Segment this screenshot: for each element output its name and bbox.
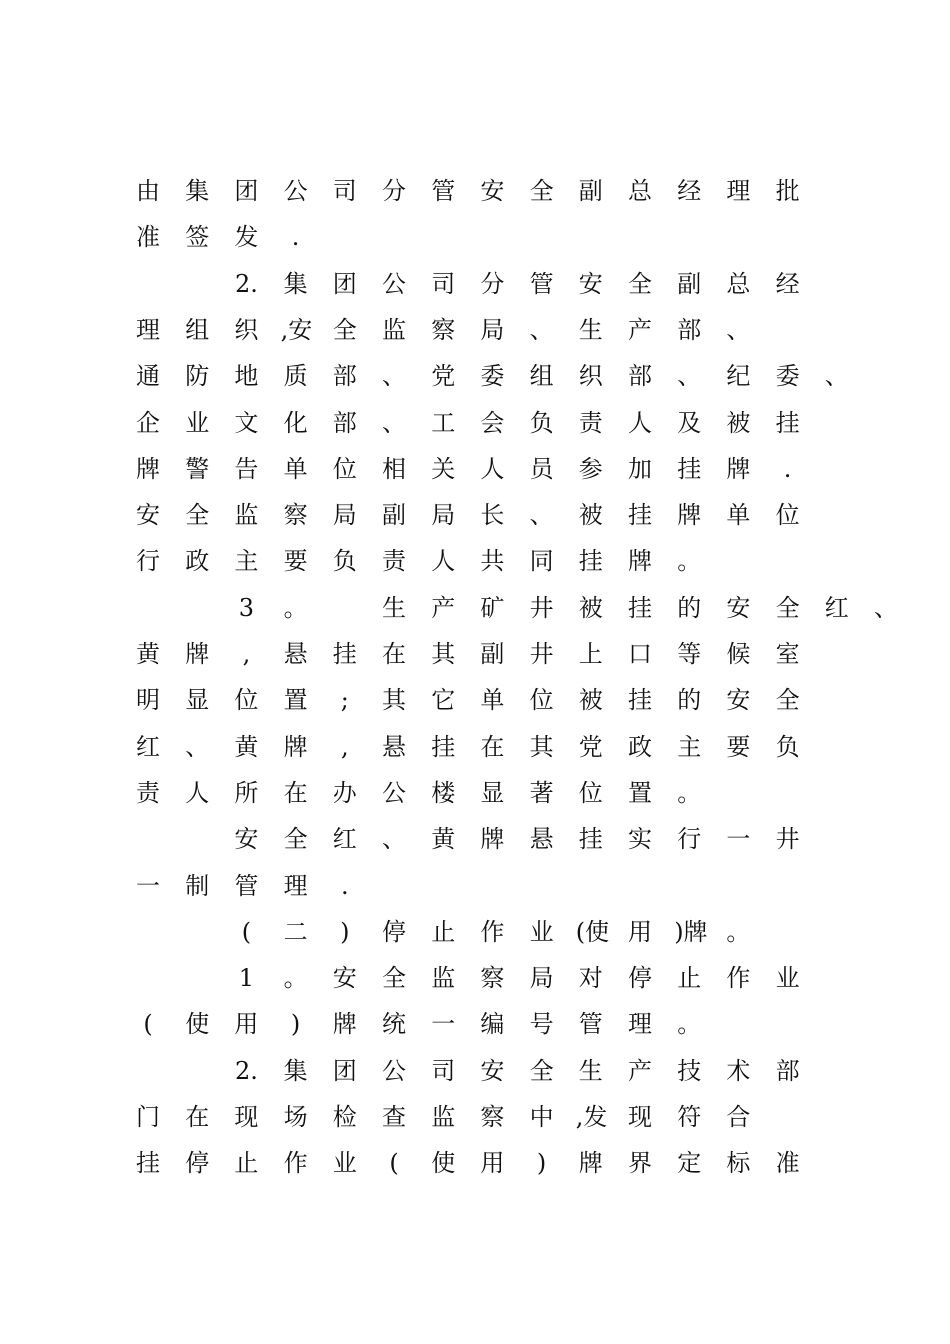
text-char: 、: [382, 825, 406, 854]
text-char: 位: [234, 686, 259, 715]
text-char: 牌: [677, 501, 702, 530]
text-char: 化: [283, 408, 308, 437]
text-char: 它: [431, 686, 456, 715]
text-line: [0, 725, 950, 769]
text-char: 长: [480, 501, 505, 530]
text-char: 使: [431, 1149, 456, 1178]
text-char: 负: [775, 732, 800, 761]
text-char: 副: [578, 177, 603, 205]
text-char: 上: [578, 640, 603, 668]
text-char: ): [340, 917, 350, 946]
text-char: 主: [234, 547, 259, 576]
text-char: (使: [575, 917, 610, 946]
text-char: 准: [775, 1149, 800, 1178]
text-char: 团: [332, 269, 357, 298]
text-char: 公: [382, 778, 406, 807]
text-char: 文: [234, 408, 259, 437]
text-char: 要: [283, 547, 308, 576]
text-char: 。: [283, 593, 308, 622]
text-char: 主: [677, 732, 702, 761]
text-char: 位: [578, 778, 603, 807]
text-char: 责: [136, 778, 160, 807]
text-line: [0, 910, 950, 954]
text-char: 、: [677, 362, 702, 391]
text-char: 安: [480, 177, 505, 205]
text-line: [0, 771, 950, 815]
text-char: 2.: [234, 269, 258, 298]
text-char: 纪: [726, 362, 751, 391]
text-char: 生: [578, 1056, 603, 1085]
text-char: 监: [234, 501, 259, 530]
text-char: 织: [578, 362, 603, 391]
text-char: 2.: [234, 1056, 258, 1085]
text-char: 管: [234, 871, 259, 900]
text-char: 人: [480, 454, 505, 483]
text-char: 部: [775, 1056, 800, 1085]
text-char: 管: [431, 177, 456, 205]
text-char: 技: [677, 1056, 702, 1085]
text-char: 质: [283, 362, 308, 391]
text-char: 安: [726, 686, 751, 715]
text-char: 人: [185, 778, 210, 807]
text-char: 现: [234, 1103, 259, 1131]
text-char: 、: [529, 315, 554, 344]
text-char: 牌: [726, 454, 751, 483]
text-char: 停: [185, 1149, 210, 1178]
text-char: 察: [480, 1103, 505, 1131]
text-char: 3: [238, 593, 255, 622]
text-char: 、: [382, 362, 406, 391]
text-char: 挂: [578, 825, 603, 854]
text-char: 监: [382, 315, 406, 344]
text-char: 黄: [234, 732, 259, 761]
text-char: 同: [529, 547, 554, 576]
text-char: 牌: [332, 1010, 357, 1039]
text-char: 安: [726, 593, 751, 622]
text-char: 红: [332, 825, 357, 854]
text-char: 牌: [283, 732, 308, 761]
text-char: 用: [628, 917, 652, 946]
text-char: 等: [677, 640, 702, 668]
text-char: ): [536, 1149, 547, 1178]
text-line: [0, 447, 950, 491]
text-char: 签: [185, 223, 210, 252]
text-line: [0, 1002, 950, 1046]
text-char: 全: [529, 177, 554, 205]
text-char: 作: [726, 964, 751, 993]
text-char: 界: [628, 1149, 652, 1178]
text-char: 符: [677, 1103, 702, 1131]
text-char: 悬: [283, 640, 308, 668]
text-char: 挂: [332, 640, 357, 668]
text-char: 负: [529, 408, 554, 437]
text-line: [0, 215, 950, 259]
text-char: 团: [332, 1056, 357, 1085]
text-char: 单: [283, 454, 308, 483]
text-char: 人: [628, 408, 652, 437]
text-char: )牌: [674, 917, 708, 946]
text-char: 牌: [480, 825, 505, 854]
text-char: 位: [529, 686, 554, 715]
text-char: 术: [726, 1056, 751, 1085]
text-char: 显: [185, 686, 210, 715]
text-line: [0, 169, 950, 213]
text-char: 著: [529, 778, 554, 807]
text-char: 挂: [628, 593, 652, 622]
text-char: ): [290, 1010, 301, 1039]
text-char: 集: [283, 269, 308, 298]
text-line: [0, 1049, 950, 1093]
text-char: 通: [136, 362, 160, 391]
text-char: 在: [382, 640, 406, 668]
text-char: 挂: [578, 547, 603, 576]
text-char: 井: [529, 593, 554, 622]
text-char: (: [143, 1010, 153, 1039]
text-char: 局: [332, 501, 357, 530]
text-char: 。: [283, 964, 308, 993]
text-line: [0, 493, 950, 537]
text-char: 理: [628, 1010, 652, 1039]
text-char: 公: [382, 1056, 406, 1085]
text-char: 理: [136, 315, 160, 344]
text-char: 在: [185, 1103, 210, 1131]
text-char: 工: [431, 408, 456, 437]
text-char: 经: [677, 177, 702, 205]
text-char: 被: [726, 408, 751, 437]
text-char: 、: [529, 501, 554, 530]
text-char: 、: [824, 362, 849, 391]
text-char: 党: [431, 362, 456, 391]
text-char: 被: [578, 501, 603, 530]
text-char: 置: [628, 778, 652, 807]
text-char: 检: [332, 1103, 357, 1131]
text-char: 察: [283, 501, 308, 530]
text-char: 政: [628, 732, 652, 761]
text-char: 全: [283, 825, 308, 854]
text-char: 相: [382, 454, 406, 483]
text-char: 管: [578, 1010, 603, 1039]
text-char: 使: [185, 1010, 210, 1039]
text-char: 挂: [677, 454, 702, 483]
text-char: 二: [283, 917, 308, 946]
text-char: 部: [332, 362, 357, 391]
text-char: 全: [529, 1056, 554, 1085]
text-char: 全: [332, 315, 357, 344]
text-char: 止: [677, 964, 702, 993]
text-line: [0, 678, 950, 722]
text-char: 总: [628, 177, 652, 205]
text-char: 。: [677, 778, 702, 807]
text-char: 标: [726, 1149, 751, 1178]
text-char: 政: [185, 547, 210, 576]
text-line: [0, 1141, 950, 1185]
text-char: 企: [136, 408, 160, 437]
text-char: 司: [431, 1056, 456, 1085]
text-char: 产: [628, 315, 652, 344]
text-char: 分: [382, 177, 406, 205]
text-char: 发: [234, 223, 259, 252]
text-char: 安: [578, 269, 603, 298]
text-char: 副: [677, 269, 702, 298]
text-char: 场: [283, 1103, 308, 1131]
text-char: 责: [382, 547, 406, 576]
text-char: 委: [480, 362, 505, 391]
text-char: 局: [431, 501, 456, 530]
text-char: .: [783, 454, 792, 483]
text-char: 黄: [136, 640, 160, 668]
text-char: ;: [340, 686, 349, 715]
text-char: 业: [185, 408, 210, 437]
text-char: 业: [332, 1149, 357, 1178]
text-char: 业: [775, 964, 800, 993]
text-char: 、: [874, 593, 898, 622]
text-char: 行: [677, 825, 702, 854]
text-char: 管: [529, 269, 554, 298]
text-char: 组: [185, 315, 210, 344]
text-char: 司: [332, 177, 357, 205]
text-char: 安: [480, 1056, 505, 1085]
text-char: 悬: [382, 732, 406, 761]
text-char: 牌: [185, 640, 210, 668]
text-char: 由: [136, 177, 160, 205]
text-char: ,安: [280, 315, 313, 344]
text-line: [0, 1095, 950, 1139]
text-char: 。: [677, 1010, 702, 1039]
text-char: 加: [628, 454, 652, 483]
text-char: 安: [136, 501, 160, 530]
text-char: 安: [332, 964, 357, 993]
text-char: 业: [529, 917, 554, 946]
text-char: 集: [283, 1056, 308, 1085]
text-char: 、: [185, 732, 210, 761]
text-char: 口: [628, 640, 652, 668]
text-char: 井: [529, 640, 554, 668]
text-char: 负: [332, 547, 357, 576]
text-char: 办: [332, 778, 357, 807]
text-line: [0, 632, 950, 676]
text-char: 参: [578, 454, 603, 483]
text-char: 井: [775, 825, 800, 854]
text-char: 被: [578, 593, 603, 622]
text-char: 用: [234, 1010, 259, 1039]
text-char: 查: [382, 1103, 406, 1131]
text-char: 1: [238, 964, 255, 993]
text-char: 候: [726, 640, 751, 668]
text-char: 单: [480, 686, 505, 715]
text-char: 实: [628, 825, 652, 854]
text-char: 责: [578, 408, 603, 437]
text-line: [0, 864, 950, 908]
text-char: 现: [628, 1103, 652, 1131]
text-char: 全: [775, 686, 800, 715]
text-char: 门: [136, 1103, 160, 1131]
text-char: 牌: [578, 1149, 603, 1178]
text-char: 号: [529, 1010, 554, 1039]
text-char: 产: [431, 593, 456, 622]
text-char: 黄: [431, 825, 456, 854]
text-char: 分: [480, 269, 505, 298]
text-char: 挂: [431, 732, 456, 761]
text-char: 。: [726, 917, 751, 946]
text-char: 行: [136, 547, 160, 576]
text-char: 副: [382, 501, 406, 530]
text-char: .: [291, 223, 300, 252]
text-char: 察: [431, 315, 456, 344]
text-char: 全: [185, 501, 210, 530]
text-char: 合: [726, 1103, 751, 1131]
text-char: 一: [726, 825, 751, 854]
text-char: 。: [677, 547, 702, 576]
text-line: [0, 354, 950, 398]
text-char: 楼: [431, 778, 456, 807]
text-char: 总: [726, 269, 751, 298]
text-char: 作: [480, 917, 505, 946]
text-char: 共: [480, 547, 505, 576]
text-char: 在: [283, 778, 308, 807]
text-char: 、: [726, 315, 751, 344]
text-char: 、: [382, 408, 406, 437]
text-char: 会: [480, 408, 505, 437]
text-char: 部: [628, 362, 652, 391]
text-char: 准: [136, 223, 160, 252]
text-char: 全: [628, 269, 652, 298]
text-char: (: [389, 1149, 399, 1178]
text-char: 挂: [628, 686, 652, 715]
text-char: 作: [283, 1149, 308, 1178]
text-char: 公: [382, 269, 406, 298]
text-char: 理: [726, 177, 751, 205]
text-char: 定: [677, 1149, 702, 1178]
text-char: .: [340, 871, 349, 900]
text-char: 用: [480, 1149, 505, 1178]
text-char: 编: [480, 1010, 505, 1039]
text-char: 牌: [628, 547, 652, 576]
text-char: 生: [382, 593, 406, 622]
text-char: 人: [431, 547, 456, 576]
text-char: 地: [234, 362, 259, 391]
text-char: 置: [283, 686, 308, 715]
text-char: 悬: [529, 825, 554, 854]
text-char: 组: [529, 362, 554, 391]
text-char: 副: [480, 640, 505, 668]
text-char: 防: [185, 362, 210, 391]
text-char: 位: [332, 454, 357, 483]
text-char: 要: [726, 732, 751, 761]
text-char: 在: [480, 732, 505, 761]
text-char: 其: [431, 640, 456, 668]
text-char: 挂: [136, 1149, 160, 1178]
text-char: 明: [136, 686, 160, 715]
text-line: [0, 262, 950, 306]
text-char: 所: [234, 778, 259, 807]
text-char: 理: [283, 871, 308, 900]
text-line: [0, 539, 950, 583]
text-char: 停: [382, 917, 406, 946]
text-char: 位: [775, 501, 800, 530]
text-char: 察: [480, 964, 505, 993]
text-char: 其: [382, 686, 406, 715]
text-char: 的: [677, 593, 702, 622]
text-char: 一: [136, 871, 160, 900]
text-char: ,: [340, 732, 349, 761]
text-char: 监: [431, 1103, 456, 1131]
text-char: 部: [332, 408, 357, 437]
text-char: 牌: [136, 454, 160, 483]
text-char: 止: [234, 1149, 259, 1178]
text-char: 挂: [628, 501, 652, 530]
text-char: 警: [185, 454, 210, 483]
text-char: 对: [578, 964, 603, 993]
text-char: 中: [529, 1103, 554, 1131]
text-char: 委: [775, 362, 800, 391]
text-char: 党: [578, 732, 603, 761]
text-char: 红: [136, 732, 160, 761]
text-char: 矿: [480, 593, 505, 622]
text-char: ,: [242, 640, 251, 668]
text-line: [0, 308, 950, 352]
text-char: 集: [185, 177, 210, 205]
text-char: 织: [234, 315, 259, 344]
text-char: 被: [578, 686, 603, 715]
text-char: 经: [775, 269, 800, 298]
text-char: 挂: [775, 408, 800, 437]
text-char: 的: [677, 686, 702, 715]
text-char: ,发: [575, 1103, 608, 1131]
text-char: 全: [382, 964, 406, 993]
text-char: 安: [234, 825, 259, 854]
text-line: [0, 586, 950, 630]
text-char: 产: [628, 1056, 652, 1085]
text-char: 全: [775, 593, 800, 622]
text-char: 及: [677, 408, 702, 437]
text-char: 室: [775, 640, 800, 668]
text-char: 一: [431, 1010, 456, 1039]
text-char: 局: [529, 964, 554, 993]
text-char: 监: [431, 964, 456, 993]
text-char: 团: [234, 177, 259, 205]
text-char: 生: [578, 315, 603, 344]
text-char: 停: [628, 964, 652, 993]
text-char: 员: [529, 454, 554, 483]
text-char: 制: [185, 871, 210, 900]
text-char: 批: [775, 177, 800, 205]
text-char: 告: [234, 454, 259, 483]
text-char: 单: [726, 501, 751, 530]
text-line: [0, 956, 950, 1000]
text-char: 显: [480, 778, 505, 807]
text-char: 司: [431, 269, 456, 298]
text-char: 局: [480, 315, 505, 344]
text-char: 关: [431, 454, 456, 483]
text-char: 止: [431, 917, 456, 946]
text-line: [0, 817, 950, 861]
text-line: [0, 401, 950, 445]
text-char: 公: [283, 177, 308, 205]
text-char: 部: [677, 315, 702, 344]
text-char: 统: [382, 1010, 406, 1039]
text-char: (: [241, 917, 252, 946]
text-char: 其: [529, 732, 554, 761]
text-char: 红: [824, 593, 849, 622]
